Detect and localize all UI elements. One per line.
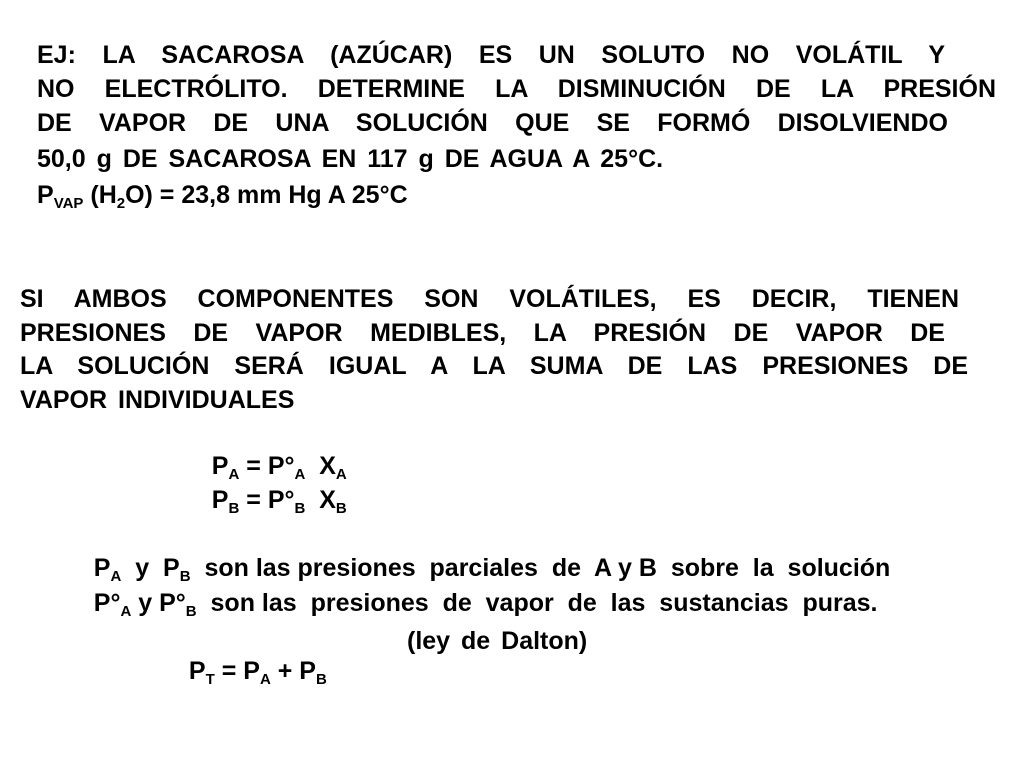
example-line-4: 50,0 g DE SACAROSA EN 117 g DE AGUA A 25°C. — [37, 145, 664, 173]
note2-p0a: P° — [93, 589, 121, 617]
pvap-value: O) = 23,8 mm Hg A 25°C — [125, 181, 408, 209]
pa-p0-subscript: A — [294, 466, 306, 483]
dalton-equation — [175, 626, 327, 686]
note2-p0a-sub: A — [120, 603, 132, 620]
water-subscript-2: 2 — [116, 195, 126, 212]
pa-x-subscript: A — [335, 466, 347, 483]
volatile-line-1: SI AMBOS COMPONENTES SON VOLÁTILES, ES DECIR, TIENEN — [20, 285, 959, 313]
pa-equals-p0: = P° — [239, 452, 295, 480]
pa-symbol: P — [211, 452, 229, 480]
note2-y-p0b: y P° — [131, 589, 186, 617]
note2-text: son las presiones de vapor de las sustancias puras. — [196, 589, 878, 617]
example-line-2: NO ELECTRÓLITO. DETERMINE LA DISMINUCIÓN DE LA PRESIÓN — [37, 75, 996, 103]
pvap-water-line — [37, 180, 408, 210]
pt-subscript: T — [205, 671, 215, 688]
volatile-line-2: PRESIONES DE VAPOR MEDIBLES, LA PRESIÓN DE VAPOR DE — [20, 319, 945, 347]
pvap-open: (H — [83, 181, 117, 209]
pb-p0-subscript: B — [294, 500, 306, 517]
pb-subscript: B — [228, 500, 240, 517]
pb-symbol: P — [211, 486, 229, 514]
dalton-pa-subscript: A — [259, 671, 271, 688]
dalton-pb-subscript: B — [315, 671, 327, 688]
pb-x: X — [305, 486, 336, 514]
example-line-1: EJ: LA SACAROSA (AZÚCAR) ES UN SOLUTO NO VOLÁTIL Y — [37, 41, 945, 69]
note1-text: son las presiones parciales de A y B sobre la solución — [190, 554, 891, 582]
pb-equals-p0: = P° — [239, 486, 295, 514]
note1-y-pb: y P — [121, 554, 180, 582]
note1-pa-sub: A — [110, 568, 122, 585]
note1-pb-sub: B — [179, 568, 191, 585]
example-line-3: DE VAPOR DE UNA SOLUCIÓN QUE SE FORMÓ DISOLVIENDO — [37, 109, 948, 137]
pa-subscript: A — [228, 466, 240, 483]
dalton-plus-pb: + P — [270, 657, 316, 685]
pvap-symbol: P — [37, 181, 54, 209]
note2-p0b-sub: B — [185, 603, 197, 620]
pa-x: X — [305, 452, 336, 480]
pvap-subscript: VAP — [53, 195, 84, 212]
dalton-law-label: (ley de Dalton) — [407, 627, 588, 655]
dalton-equals-pa: = P — [214, 657, 260, 685]
pt-symbol: P — [188, 657, 206, 685]
note1-pa: P — [93, 554, 111, 582]
pb-x-subscript: B — [335, 500, 347, 517]
volatile-line-4: VAPOR INDIVIDUALES — [20, 386, 295, 414]
volatile-line-3: LA SOLUCIÓN SERÁ IGUAL A LA SUMA DE LAS PRESIONES DE — [20, 352, 968, 380]
